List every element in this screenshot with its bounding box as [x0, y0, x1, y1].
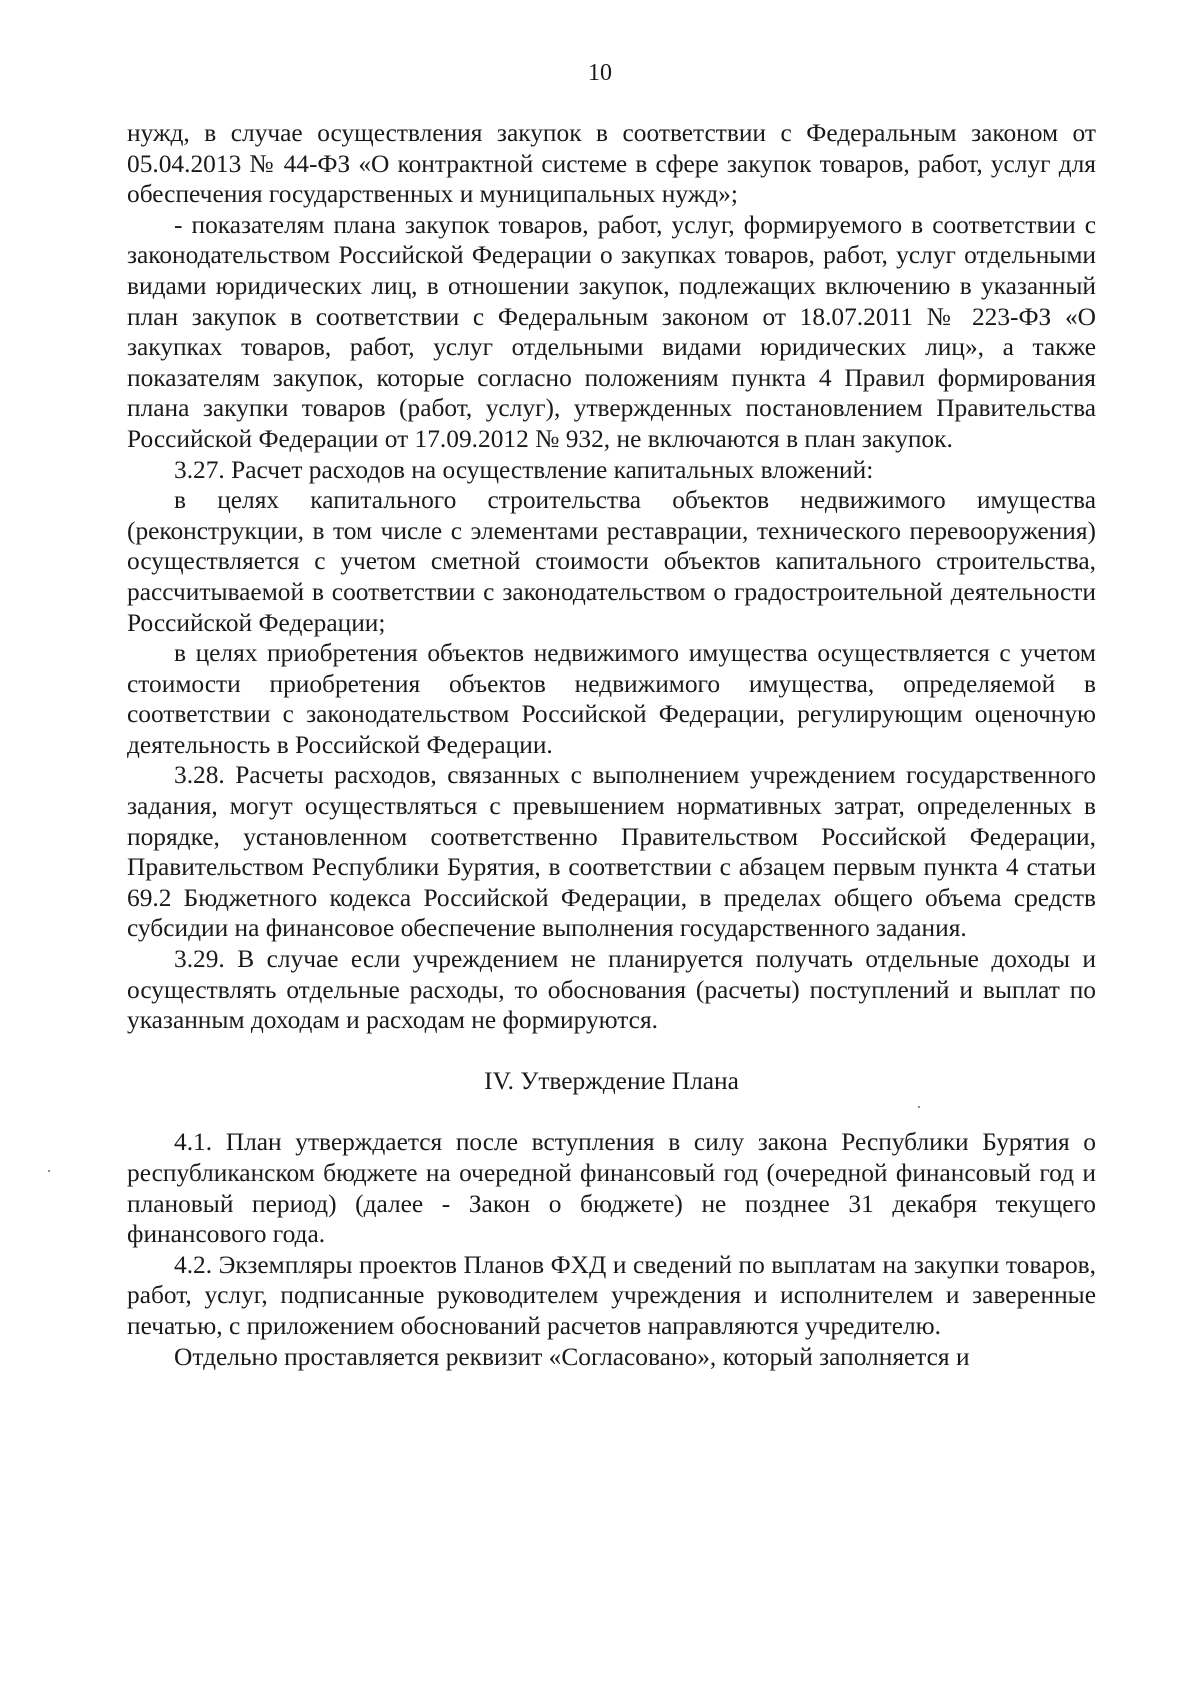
section-iv-heading: IV. Утверждение Плана — [484, 1066, 739, 1095]
paragraph-4-1: 4.1. План утверждается после вступления в силу закона Республики Бурятия о республиканском бюджете на очередной финансовый год (очередной финансовый год и плановый период) (далее - Закон о бюджете) не позднее 31 декабря текущего финансового года. — [127, 1128, 1096, 1249]
paragraph-4-2: 4.2. Экземпляры проектов Планов ФХД и сведений по выплатам на закупки товаров, работ, услуг, подписанные руководителем учреждения и исполнителем и заверенные печатью, с приложением обоснований расчетов направляются учредителю. — [127, 1250, 1096, 1340]
scan-speck — [48, 1170, 50, 1172]
paragraph-separately: Отдельно проставляется реквизит «Согласовано», который заполняется и — [174, 1342, 970, 1371]
paragraph-continuation: нужд, в случае осуществления закупок в соответствии с Федеральным законом от 05.04.2013 № 44-ФЗ «О контрактной системе в сфере закупок товаров, работ, услуг для обеспечения государственных и муниципальных нужд»; — [127, 119, 1096, 209]
paragraph-3-29: 3.29. В случае если учреждением не планируется получать отдельные доходы и осуществлять отдельные расходы, то обоснования (расчеты) поступлений и выплат по указанным доходам и расходам не формируются. — [127, 945, 1096, 1035]
scan-speck — [918, 1106, 920, 1108]
page-number: 10 — [588, 60, 612, 86]
paragraph-plan-indicators: - показателям плана закупок товаров, работ, услуг, формируемого в соответствии с законодательством Российской Федерации о закупках товаров, работ, услуг отдельными видами юридических лиц, в отношении закупок, подлежащих включению в указанный план закупок в соответствии с Федеральным законом от 18.07.2011 № 223-ФЗ «О закупках товаров, работ, услуг отдельными видами юридических лиц», а также показателям закупок, которые согласно положениям пункта 4 Правил формирования плана закупки товаров (работ, услуг), утвержденных постановлением Правительства Российской Федерации от 17.09.2012 № 932, не включаются в план закупок. — [127, 210, 1096, 453]
paragraph-3-27: 3.27. Расчет расходов на осуществление капитальных вложений: — [174, 455, 874, 484]
paragraph-3-27-acquisition: в целях приобретения объектов недвижимого имущества осуществляется с учетом стоимости приобретения объектов недвижимого имущества, определяемой в соответствии с законодательством Российской Федерации, регулирующим оценочную деятельность в Российской Федерации. — [127, 639, 1096, 759]
document-body — [127, 118, 1096, 1372]
paragraph-3-27-construction: в целях капитального строительства объектов недвижимого имущества (реконструкции, в том числе с элементами реставрации, технического перевооружения) осуществляется с учетом сметной стоимости объектов капитального строительства, рассчитываемой в соответствии с законодательством о градостроительной деятельности Российской Федерации; — [127, 486, 1096, 637]
paragraph-3-28: 3.28. Расчеты расходов, связанных с выполнением учреждением государственного задания, могут осуществляться с превышением нормативных затрат, определенных в порядке, установленном соответственно Правительством Российской Федерации, Правительством Республики Бурятия, в соответствии с абзацем первым пункта 4 статьи 69.2 Бюджетного кодекса Российской Федерации, в пределах общего объема средств субсидии на финансовое обеспечение выполнения государственного задания. — [127, 761, 1096, 943]
